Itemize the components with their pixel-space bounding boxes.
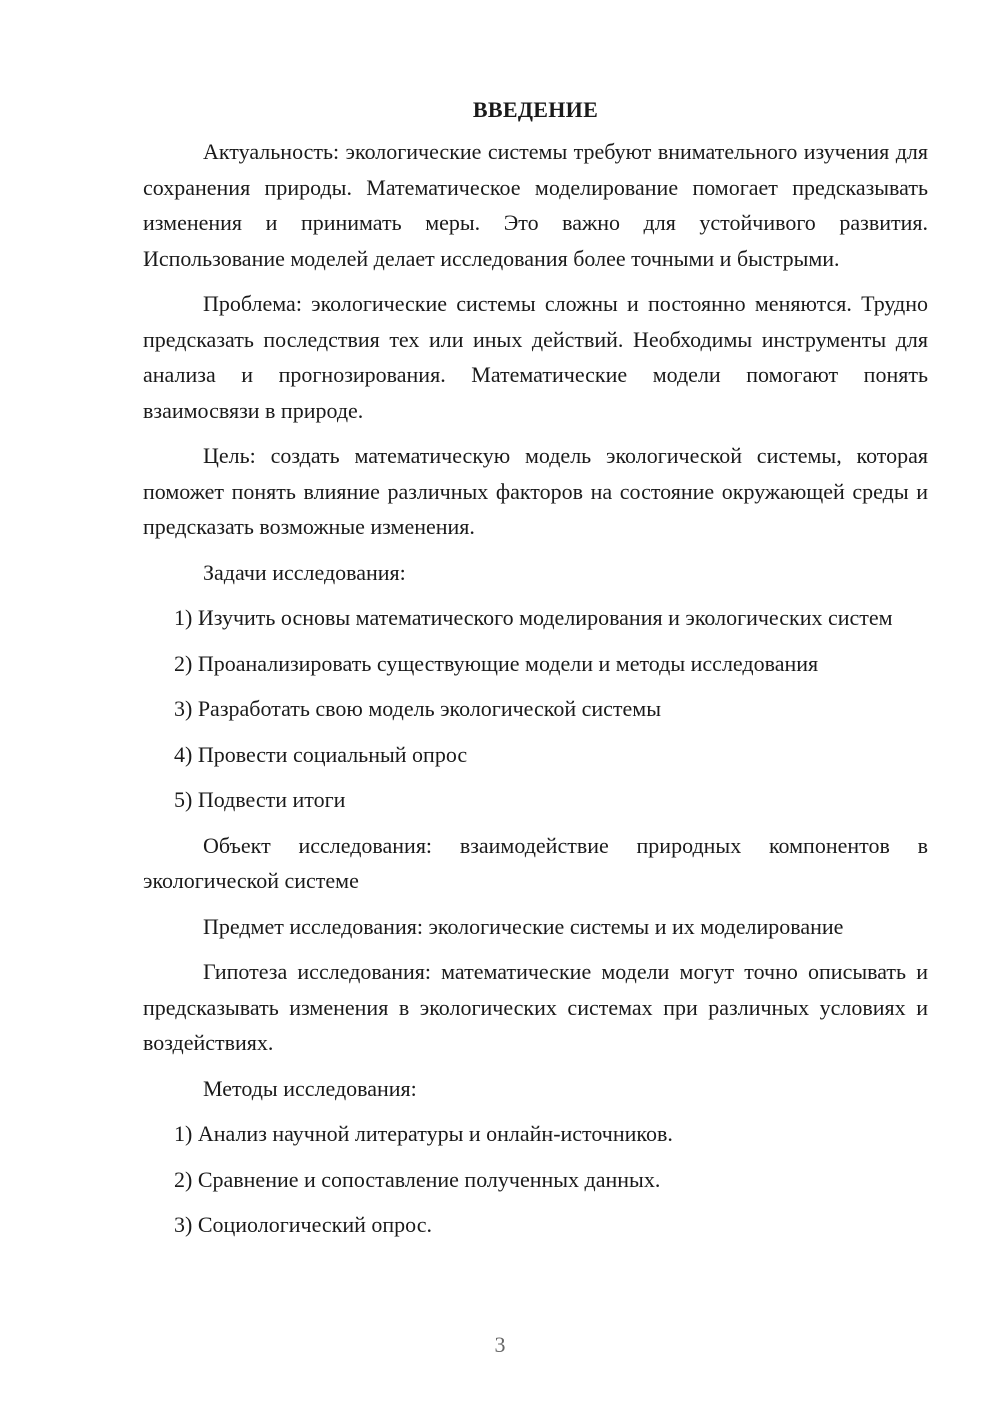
method-item-2: 2) Сравнение и сопоставление полученных данных. bbox=[174, 1166, 661, 1192]
method-item-3: 3) Социологический опрос. bbox=[174, 1212, 432, 1237]
task-item-2: 2) Проанализировать существующие модели и методы исследования bbox=[174, 650, 819, 676]
subject-paragraph: Предмет исследования: экологические системы и их моделирование bbox=[203, 913, 844, 939]
task-item-1: 1) Изучить основы математического моделирования и экологических систем bbox=[174, 605, 893, 630]
hypothesis-paragraph: Гипотеза исследования: математические модели могут точно описывать и предсказывать изменения в экологических системах при различных условиях и воздействиях. bbox=[143, 959, 928, 1055]
goal-paragraph: Цель: создать математическую модель экологической системы, которая поможет понять влияние различных факторов на состояние окружающей среды и предсказать возможные изменения. bbox=[143, 443, 928, 539]
task-item-4: 4) Провести социальный опрос bbox=[174, 741, 468, 767]
problem-paragraph: Проблема: экологические системы сложны и постоянно меняются. Трудно предсказать последствия тех или иных действий. Необходимы инструменты для анализа и прогнозирования. Математические модели помогают понять взаимосвязи в природе. bbox=[143, 291, 928, 423]
task-item-3: 3) Разработать свою модель экологической системы bbox=[174, 696, 661, 721]
task-item-5: 5) Подвести итоги bbox=[174, 787, 346, 812]
method-item-1: 1) Анализ научной литературы и онлайн-источников. bbox=[174, 1121, 673, 1146]
page-number: 3 bbox=[494, 1332, 506, 1357]
document-page bbox=[143, 92, 928, 1253]
tasks-heading: Задачи исследования: bbox=[203, 559, 406, 585]
methods-heading: Методы исследования: bbox=[203, 1075, 417, 1101]
relevance-paragraph: Актуальность: экологические системы требуют внимательного изучения для сохранения природы. Математическое моделирование помогает предсказывать изменения и принимать меры. Это важно для устойчивого развития. Использование моделей делает исследования более точными и быстрыми. bbox=[143, 139, 928, 271]
section-title: ВВЕДЕНИЕ bbox=[472, 97, 599, 122]
object-paragraph: Объект исследования: взаимодействие природных компонентов в экологической системе bbox=[143, 832, 928, 893]
